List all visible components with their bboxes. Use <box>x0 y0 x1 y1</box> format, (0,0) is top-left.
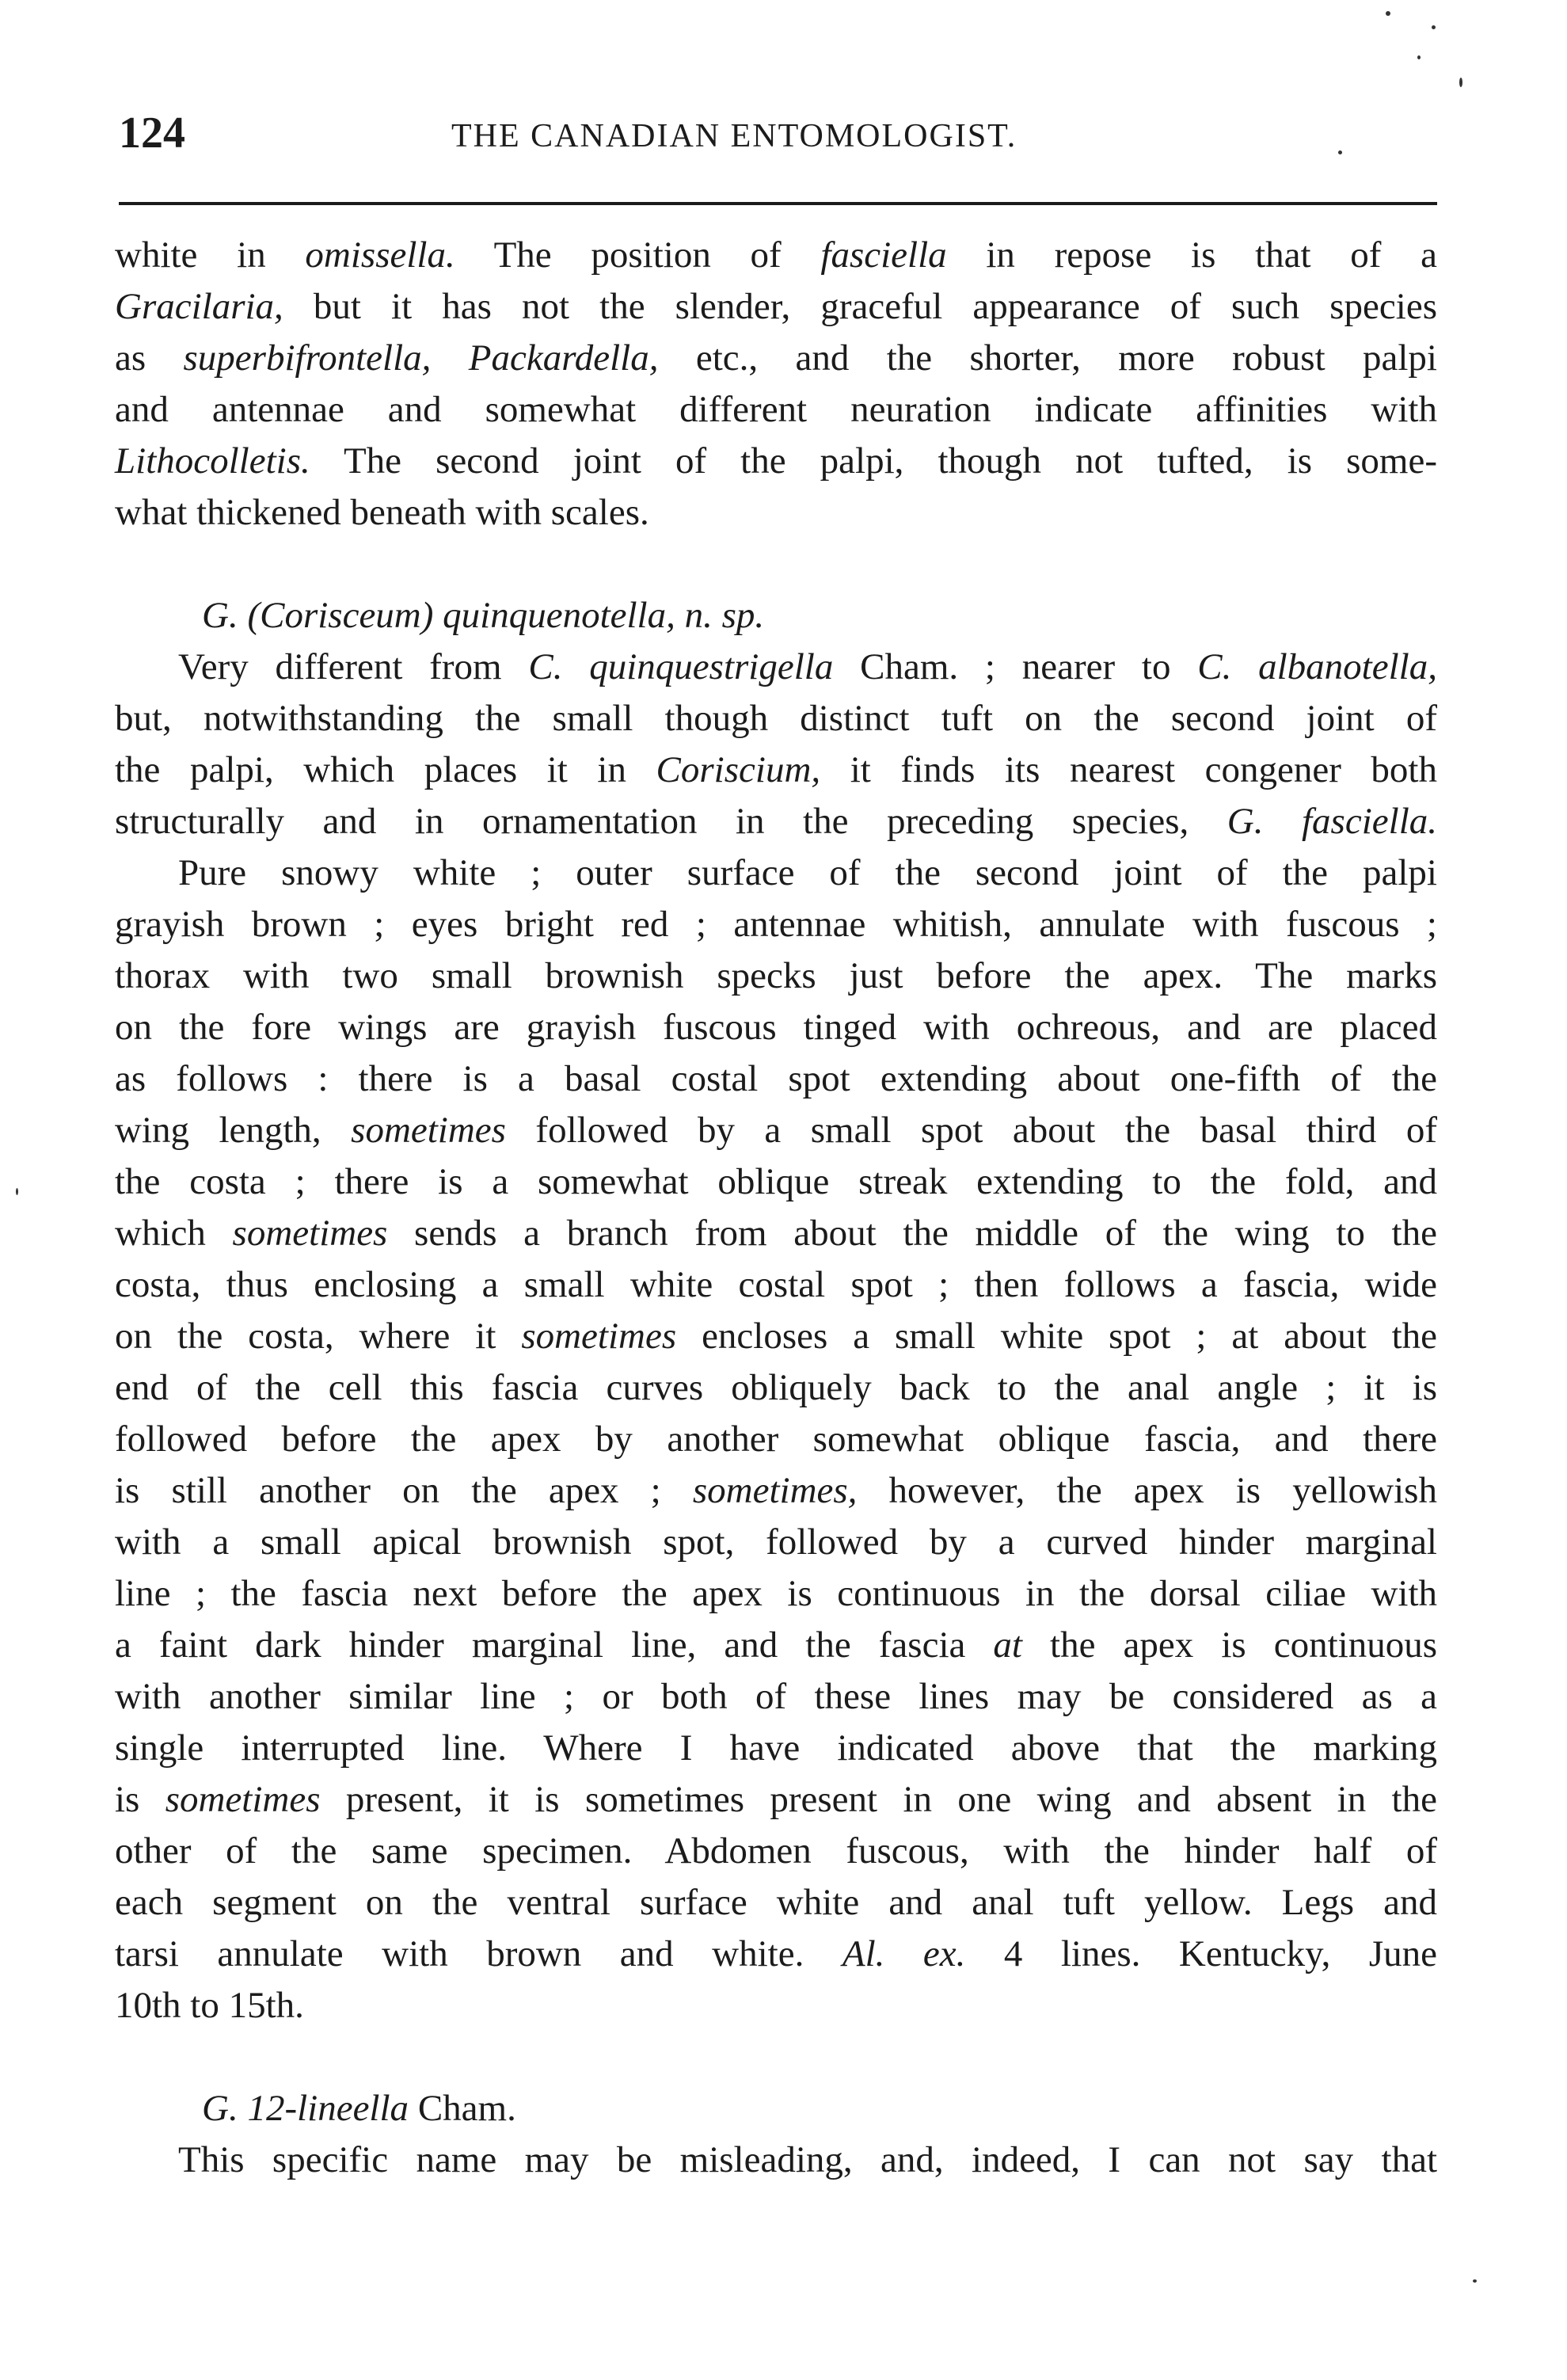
page-header <box>119 101 1433 165</box>
text-line: as superbifrontella, Packardella, etc., and the shorter, more robust palpi <box>115 337 1437 379</box>
text-line: followed before the apex by another somewhat oblique fascia, and there <box>115 1418 1437 1460</box>
text-line: wing length, sometimes followed by a small spot about the basal third of <box>115 1110 1437 1151</box>
text-line: is still another on the apex ; sometimes, however, the apex is yellowish <box>115 1470 1437 1511</box>
text-line: costa, thus enclosing a small white costal spot ; then follows a fascia, wide <box>115 1264 1437 1305</box>
text-line: other of the same specimen. Abdomen fuscous, with the hinder half of <box>115 1830 1437 1872</box>
text-line: but, notwithstanding the small though distinct tuft on the second joint of <box>115 698 1437 739</box>
scan-speck <box>1386 11 1390 16</box>
scan-speck <box>16 1188 18 1195</box>
text-line: Lithocolletis. The second joint of the palpi, though not tufted, is some- <box>115 440 1437 482</box>
text-line: structurally and in ornamentation in the preceding species, G. fasciella. <box>115 801 1437 842</box>
text-line: on the costa, where it sometimes encloses a small white spot ; at about the <box>115 1316 1437 1357</box>
text-line: end of the cell this fascia curves obliquely back to the anal angle ; it is <box>115 1367 1437 1408</box>
text-line: line ; the fascia next before the apex is continuous in the dorsal ciliae with <box>115 1573 1437 1614</box>
text-line: Pure snowy white ; outer surface of the second joint of the palpi <box>178 852 1437 893</box>
text-line: and antennae and somewhat different neuration indicate affinities with <box>115 389 1437 430</box>
running-title: THE CANADIAN ENTOMOLOGIST. <box>451 118 1017 154</box>
species-heading: G. 12-lineella Cham. <box>202 2088 516 2129</box>
text-line: Very different from C. quinquestrigella Cham. ; nearer to C. albanotella, <box>178 646 1437 687</box>
species-heading: G. (Corisceum) quinquenotella, n. sp. <box>202 595 765 636</box>
text-line: the palpi, which places it in Coriscium, it finds its nearest congener both <box>115 749 1437 790</box>
text-line: tarsi annulate with brown and white. Al. ex. 4 lines. Kentucky, June <box>115 1933 1437 1974</box>
scan-speck <box>1338 150 1342 154</box>
text-line: This specific name may be misleading, and, indeed, I can not say that <box>178 2139 1437 2180</box>
text-line: thorax with two small brownish specks just before the apex. The marks <box>115 955 1437 996</box>
text-line: which sometimes sends a branch from about the middle of the wing to the <box>115 1213 1437 1254</box>
text-line: with another similar line ; or both of these lines may be considered as a <box>115 1676 1437 1717</box>
scan-speck <box>1473 2279 1477 2283</box>
text-line: on the fore wings are grayish fuscous tinged with ochreous, and are placed <box>115 1007 1437 1048</box>
text-line: 10th to 15th. <box>115 1985 304 2026</box>
text-line: each segment on the ventral surface white and anal tuft yellow. Legs and <box>115 1882 1437 1923</box>
text-line: what thickened beneath with scales. <box>115 492 649 533</box>
text-line: single interrupted line. Where I have indicated above that the marking <box>115 1727 1437 1769</box>
text-line: with a small apical brownish spot, followed by a curved hinder marginal <box>115 1521 1437 1563</box>
scan-speck <box>1432 25 1436 29</box>
text-line: is sometimes present, it is sometimes present in one wing and absent in the <box>115 1779 1437 1820</box>
page-number: 124 <box>119 109 185 158</box>
text-line: as follows : there is a basal costal spot extending about one-fifth of the <box>115 1058 1437 1099</box>
text-line: Gracilaria, but it has not the slender, graceful appearance of such species <box>115 286 1437 327</box>
section-gap <box>115 539 1437 590</box>
text-line: a faint dark hinder marginal line, and the fascia at the apex is continuous <box>115 1624 1437 1666</box>
section-gap <box>115 2032 1437 2083</box>
scan-speck <box>1459 78 1462 87</box>
body-text <box>115 230 1437 2186</box>
text-line: the costa ; there is a somewhat oblique streak extending to the fold, and <box>115 1161 1437 1202</box>
scan-speck <box>1417 55 1421 59</box>
text-line: grayish brown ; eyes bright red ; antennae whitish, annulate with fuscous ; <box>115 904 1437 945</box>
header-rule <box>119 202 1437 205</box>
text-line: white in omissella. The position of fasciella in repose is that of a <box>115 234 1437 276</box>
